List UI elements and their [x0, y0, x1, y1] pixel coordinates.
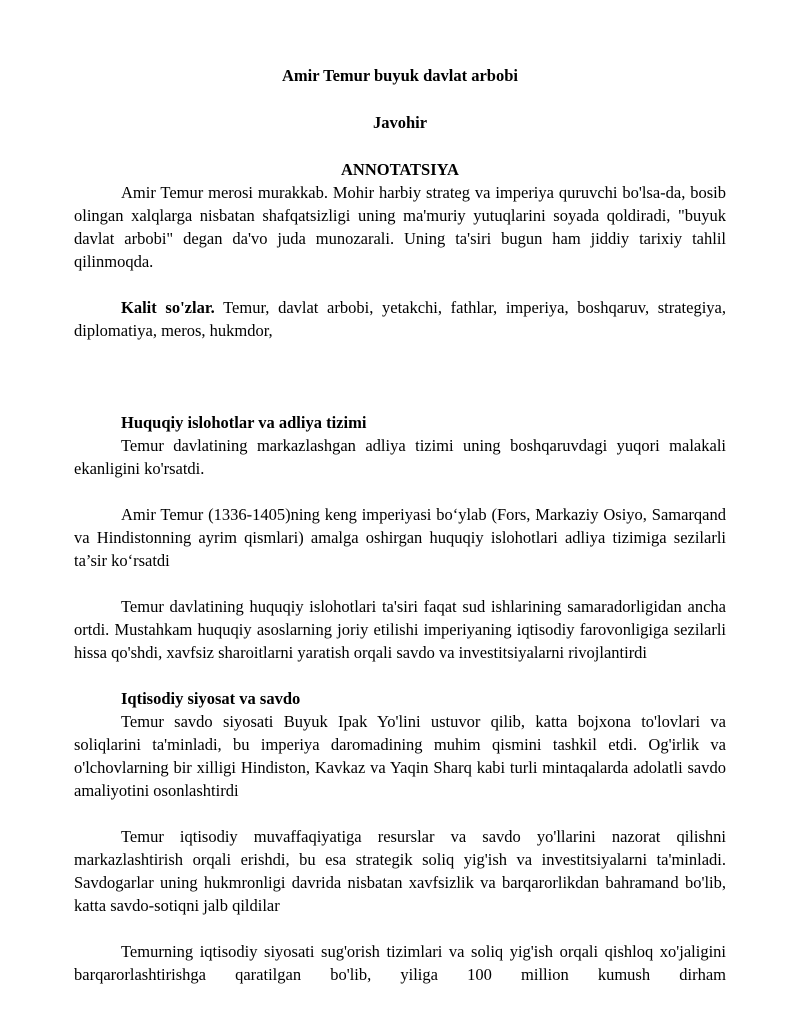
- section-heading-legal: Huquqiy islohotlar va adliya tizimi: [121, 413, 367, 432]
- section2-paragraph-2: Temur iqtisodiy muvaffaqiyatiga resurslar va savdo yo'llarini nazorat qilishni markazlashtirish orqali erishdi, bu esa strategik soliq yig'ish va investitsiyalarni ta'minladi. Savdogarlar uning hukmronligi davrida nisbatan xavfsizlik va barqarorlikdan bahramand bo'lib, katta savdo-sotiqni jalb qildilar: [74, 827, 726, 915]
- section-heading-economy: Iqtisodiy siyosat va savdo: [121, 689, 301, 708]
- annotation-text: Amir Temur merosi murakkab. Mohir harbiy strateg va imperiya quruvchi bo'lsa-da, bosib olingan xalqlarga nisbatan shafqatsizligi uning ma'muriy yutuqlarini soyada qoldiradi, "buyuk davlat arbobi" degan da'vo juda munozarali. Uning ta'siri bugun ham jiddiy tarixiy tahlil qilinmoqda.: [74, 183, 726, 271]
- author-name: Javohir: [372, 113, 428, 132]
- section1-paragraph-2: Amir Temur (1336-1405)ning keng imperiyasi bo‘ylab (Fors, Markaziy Osiyo, Samarqand va Hindistonning ayrim qismlari) amalga oshirgan huquqiy islohotlari adliya tizimiga sezilarli ta’sir ko‘rsatdi: [74, 505, 726, 570]
- section2-paragraph-3: Temurning iqtisodiy siyosati sug'orish tizimlari va soliq yig'ish orqali qishloq xo'jaligini barqarorlashtirishga qaratilgan bo'lib, yiliga 100 million kumush dirham: [74, 942, 726, 984]
- document-page: [74, 58, 726, 986]
- keywords-paragraph: [74, 296, 726, 342]
- keywords-label: Kalit so'zlar.: [121, 298, 215, 317]
- section1-paragraph-1: Temur davlatining markazlashgan adliya tizimi uning boshqaruvdagi yuqori malakali ekanligini ko'rsatdi.: [74, 436, 726, 478]
- document-title: Amir Temur buyuk davlat arbobi: [282, 66, 518, 85]
- section1-paragraph-3: Temur davlatining huquqiy islohotlari ta'siri faqat sud ishlarining samaradorligidan ancha ortdi. Mustahkam huquqiy asoslarning joriy etilishi imperiyaning iqtisodiy farovonligiga sezilarli hissa qo'shdi, xavfsiz sharoitlarni yaratish orqali savdo va investitsiyalarni rivojlantirdi: [74, 597, 726, 662]
- annotation-heading: ANNOTATSIYA: [341, 160, 459, 179]
- section2-paragraph-1: Temur savdo siyosati Buyuk Ipak Yo'lini ustuvor qilib, katta bojxona to'lovlari va soliqlarini ta'minladi, bu imperiya daromadining muhim qismini tashkil etdi. Og'irlik va o'lchovlarning bir xilligi Hindiston, Kavkaz va Yaqin Sharq kabi turli mintaqalarda adolatli savdo amaliyotini osonlashtirdi: [74, 712, 726, 800]
- keywords-text: Temur, davlat arbobi, yetakchi, fathlar, imperiya, boshqaruv, strategiya, diplomatiya, meros, hukmdor,: [74, 298, 726, 340]
